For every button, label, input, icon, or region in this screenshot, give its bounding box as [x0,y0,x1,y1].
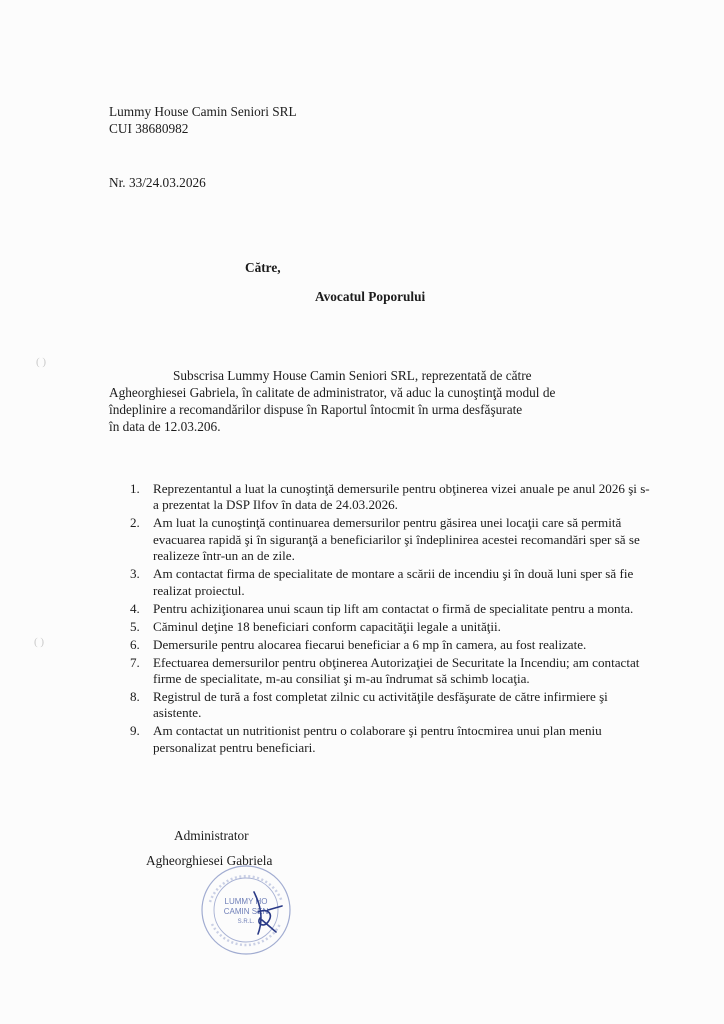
list-item [130,515,650,564]
intro-line: Subscrisa Lummy House Camin Seniori SRL, reprezentată de către [173,368,532,383]
item-number: 7. [130,654,140,670]
item-number: 5. [130,618,140,634]
sender-cui: CUI 38680982 [109,121,189,136]
item-number: 1. [130,481,140,496]
item-text: Am luat la cunoştinţă continuarea demersurilor pentru găsirea unei locaţii care să permită evacuarea rapidă şi în siguranţă a beneficiarilor şi îndeplinirea acestei recomandări sper să se realizeze într-un an de zile. [153,515,640,564]
signature-title: Administrator [174,828,249,843]
intro-line: în data de 12.03.206. [109,419,221,434]
list-item [130,637,650,653]
item-text: Registrul de tură a fost completat zilnic cu activităţile desfăşurate de către infirmiere şi asistente. [153,689,608,721]
recommendations-list [130,481,650,758]
item-text: Efectuarea demersurilor pentru obţinerea Autorizaţiei de Securitate la Incendiu; am contactat firme de specialitate, m-au consiliat şi m-au îndrumat să schimb locaţia. [153,654,640,687]
item-text: Am contactat firma de specialitate de montare a scării de incendiu şi în două luni sper să fie realizat proiectul. [153,566,634,598]
item-number: 8. [130,689,140,705]
item-number: 4. [130,600,140,616]
intro-line: Agheorghiesei Gabriela, în calitate de administrator, vă aduc la cunoştinţă modul de [109,385,556,400]
item-number: 3. [130,566,140,582]
stamp-text: LUMMY HO [224,897,268,906]
list-item [130,689,650,722]
sender-company: Lummy House Camin Seniori SRL [109,104,297,119]
item-text: Demersurile pentru alocarea fiecarui beneficiar a 6 mp în camera, au fost realizate. [153,636,587,652]
recipient-to: Către, [245,260,281,275]
company-stamp [198,862,294,958]
item-text: Pentru achiziţionarea unui scaun tip lift am contactat o firmă de specialitate pentru a monta. [153,600,634,616]
list-item [130,723,650,756]
list-item [130,619,650,635]
intro-line: îndeplinire a recomandărilor dispuse în Raportul întocmit în urma desfăşurate [109,402,523,417]
punch-hole-mark: ( ) [36,356,47,368]
list-item [130,566,650,599]
signature-name: Agheorghiesei Gabriela [146,853,273,868]
list-item [130,601,650,617]
item-number: 2. [130,515,140,531]
item-number: 9. [130,723,140,739]
item-text: Reprezentantul a luat la cunoştinţă demersurile pentru obţinerea vizei anuale pe anul 2026 şi s-a prezentat la DSP Ilfov în data de 24.03.2026. [153,481,650,513]
stamp-text: CAMIN SEN [223,907,269,916]
reference-number: Nr. 33/24.03.2026 [109,175,206,190]
list-item [130,655,650,688]
item-text: Am contactat un nutritionist pentru o colaborare şi pentru întocmirea unui plan meniu personalizat pentru beneficiari. [153,723,602,755]
stamp-text: S.R.L. [237,919,255,925]
item-text: Căminul deţine 18 beneficiari conform capacităţii legale a unităţii. [153,618,501,634]
item-number: 6. [130,636,140,652]
list-item [130,481,650,514]
recipient-name: Avocatul Poporului [315,289,426,304]
punch-hole-mark: ( ) [34,636,45,648]
